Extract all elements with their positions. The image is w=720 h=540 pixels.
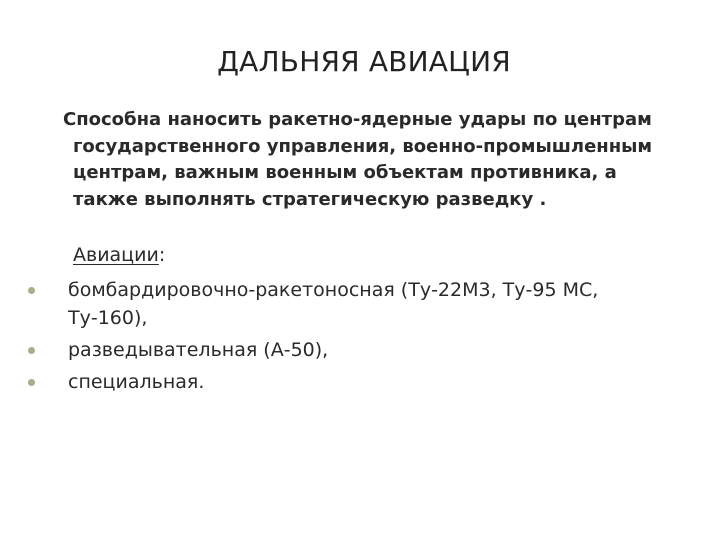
slide-title: ДАЛЬНЯЯ АВИАЦИЯ (217, 45, 511, 78)
bullet-dot-icon (28, 287, 35, 294)
aviation-colon: : (158, 244, 166, 266)
bullet-dot-icon (28, 347, 35, 354)
list-item (24, 368, 664, 396)
list-item-text: разведывательная (А-50), (68, 339, 329, 361)
aviation-types-list (24, 276, 664, 400)
list-item-text: бомбардировочно-ракетоносная (Ту-22М3, Ту-95 МС, Ту-160), (68, 279, 599, 329)
bullet-dot-icon (28, 379, 35, 386)
list-item (24, 276, 664, 332)
aviation-heading (73, 244, 165, 266)
list-item (24, 336, 664, 364)
description-first-line: Способна наносить ракетно-ядерные удары по центрам (63, 109, 652, 130)
description (63, 107, 683, 213)
list-item-text: специальная. (68, 371, 205, 393)
description-continuation: государственного управления, военно-промышленным центрам, важным военным объектам противника, а также выполнять стратегическую разведку . (73, 135, 653, 210)
aviation-label: Авиации (73, 244, 159, 266)
